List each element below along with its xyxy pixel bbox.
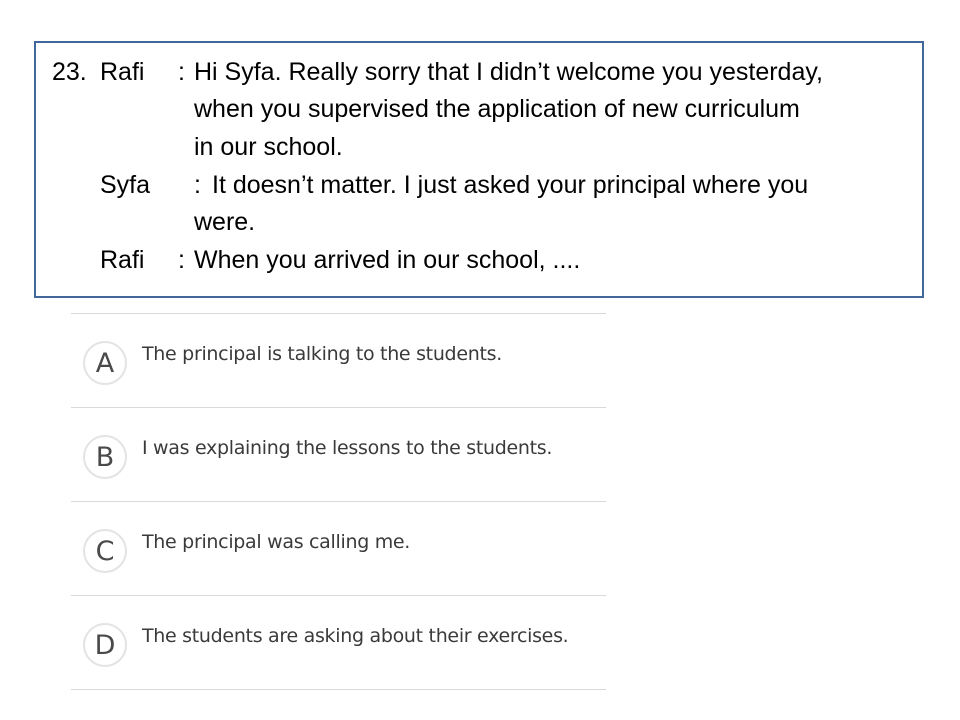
question-number: 23. [52, 58, 87, 86]
dialog-line: When you arrived in our school, .... [194, 246, 581, 274]
answer-options [71, 313, 606, 690]
option-letter-circle[interactable]: D [83, 623, 127, 667]
question-dialog-box [34, 41, 924, 298]
option-text[interactable]: The principal was calling me. [142, 531, 411, 553]
dialog-line: in our school. [194, 133, 343, 161]
option-c[interactable] [71, 501, 606, 595]
option-letter-circle[interactable]: B [83, 435, 127, 479]
dialog-line: It doesn’t matter. I just asked your principal where you [212, 171, 809, 199]
speaker-separator: : [178, 58, 185, 86]
speaker-separator: : [178, 246, 185, 274]
dialog-line: when you supervised the application of new curriculum [194, 95, 800, 123]
option-text[interactable]: I was explaining the lessons to the students. [142, 437, 553, 459]
option-d[interactable] [71, 595, 606, 690]
speaker-label: Rafi [100, 246, 145, 274]
option-letter-circle[interactable]: A [83, 341, 127, 385]
dialog-line: Hi Syfa. Really sorry that I didn’t welcome you yesterday, [194, 58, 823, 86]
option-text[interactable]: The principal is talking to the students. [142, 343, 502, 365]
option-b[interactable] [71, 407, 606, 501]
option-text[interactable]: The students are asking about their exercises. [142, 625, 569, 647]
option-letter-circle[interactable]: C [83, 529, 127, 573]
option-a[interactable] [71, 313, 606, 407]
speaker-separator: : [194, 171, 201, 199]
speaker-label: Syfa [100, 171, 151, 199]
speaker-label: Rafi [100, 58, 145, 86]
dialog-line: were. [194, 208, 256, 236]
